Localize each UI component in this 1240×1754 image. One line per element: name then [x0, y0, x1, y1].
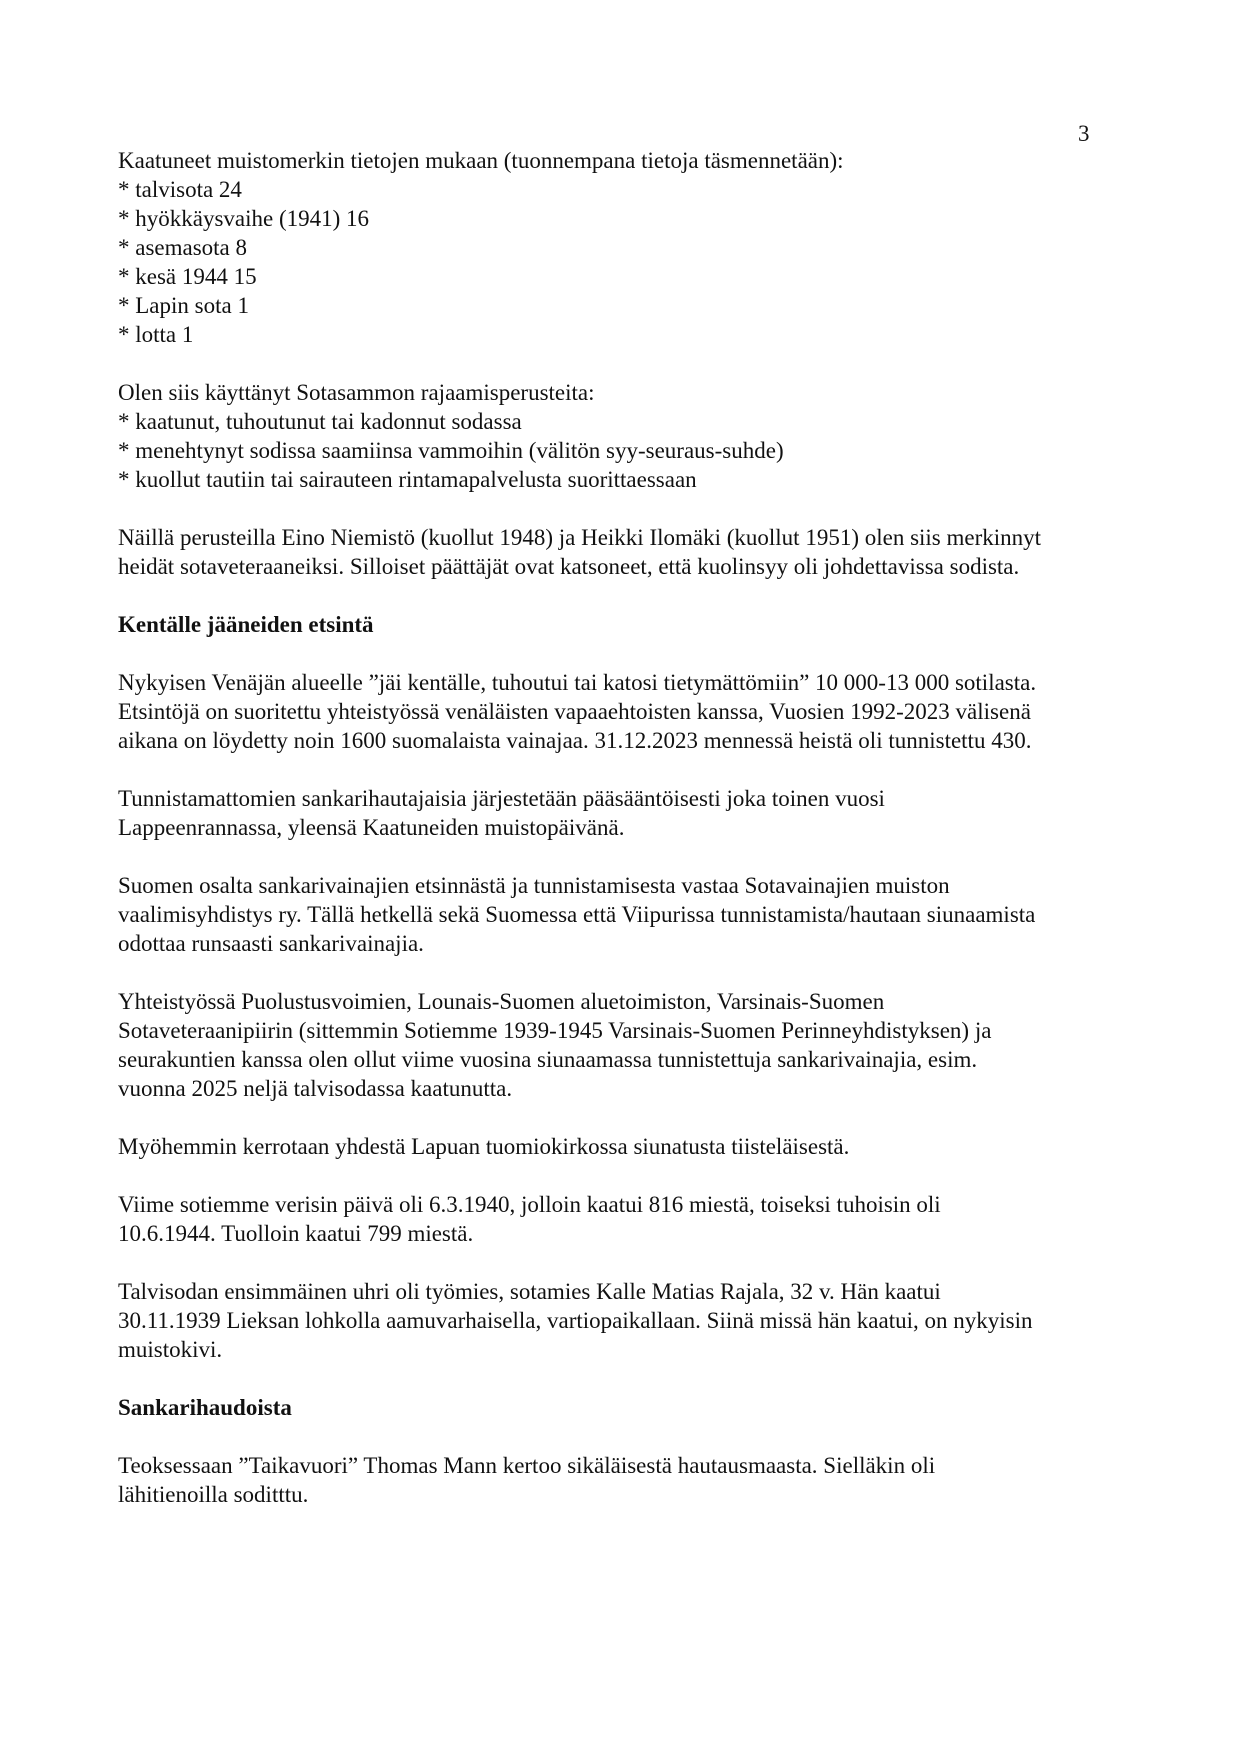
paragraph-line: 10.6.1944. Tuolloin kaatui 799 miestä.: [118, 1221, 474, 1246]
fallen-item: * kesä 1944 15: [118, 264, 257, 289]
paragraph-line: Tunnistamattomien sankarihautajaisia järjestetään pääsääntöisesti joka toinen vuosi: [118, 786, 885, 811]
paragraph-line: Yhteistyössä Puolustusvoimien, Lounais-Suomen aluetoimiston, Varsinais-Suomen: [118, 989, 885, 1014]
criteria-intro: Olen siis käyttänyt Sotasammon rajaamisperusteita:: [118, 380, 595, 405]
fallen-intro: Kaatuneet muistomerkin tietojen mukaan (tuonnempana tietoja täsmennetään):: [118, 148, 844, 173]
paragraph-line: seurakuntien kanssa olen ollut viime vuosina siunaamassa tunnistettuja sankarivainajia, esim.: [118, 1047, 978, 1072]
paragraph-line: vuonna 2025 neljä talvisodassa kaatunutta.: [118, 1076, 513, 1101]
search-paragraph-3: [118, 871, 1138, 958]
paragraph-line: muistokivi.: [118, 1337, 223, 1362]
paragraph-line: Sotaveteraanipiirin (sittemmin Sotiemme 1939-1945 Varsinais-Suomen Perinneyhdistyksen) ja: [118, 1018, 992, 1043]
fallen-list-block: [118, 146, 1138, 349]
search-paragraph-7: [118, 1277, 1138, 1364]
paragraph-line: odottaa runsaasti sankarivainajia.: [118, 931, 424, 956]
criteria-item: * kaatunut, tuhoutunut tai kadonnut sodassa: [118, 409, 522, 434]
paragraph-line: Teoksessaan ”Taikavuori” Thomas Mann kertoo sikäläisestä hautausmaasta. Sielläkin oli: [118, 1453, 936, 1478]
graves-paragraph-1: [118, 1451, 1138, 1509]
paragraph-line: lähitienoilla soditttu.: [118, 1482, 309, 1507]
criteria-item: * menehtynyt sodissa saamiinsa vammoihin (välitön syy-seuraus-suhde): [118, 438, 784, 463]
paragraph-line: Näillä perusteilla Eino Niemistö (kuollut 1948) ja Heikki Ilomäki (kuollut 1951) olen siis merkinnyt: [118, 525, 1042, 550]
paragraph-line: vaalimisyhdistys ry. Tällä hetkellä sekä Suomessa että Viipurissa tunnistamista/hautaan siunaamista: [118, 902, 1036, 927]
fallen-item: * asemasota 8: [118, 235, 248, 260]
fallen-item: * lotta 1: [118, 322, 194, 347]
paragraph-line: 30.11.1939 Lieksan lohkolla aamuvarhaisella, vartiopaikallaan. Siinä missä hän kaatui, on nykyisin: [118, 1308, 1033, 1333]
paragraph-line: Lappeenrannassa, yleensä Kaatuneiden muistopäivänä.: [118, 815, 625, 840]
fallen-item: * hyökkäysvaihe (1941) 16: [118, 206, 370, 231]
search-paragraph-5: [118, 1132, 1138, 1161]
page-number: 3: [1078, 121, 1090, 146]
section-heading-search: Kentälle jääneiden etsintä: [118, 612, 374, 637]
criteria-item: * kuollut tautiin tai sairauteen rintamapalvelusta suorittaessaan: [118, 467, 697, 492]
search-paragraph-2: [118, 784, 1138, 842]
paragraph-line: Myöhemmin kerrotaan yhdestä Lapuan tuomiokirkossa siunatusta tiisteläisestä.: [118, 1134, 850, 1159]
paragraph-line: Etsintöjä on suoritettu yhteistyössä venäläisten vapaaehtoisten kanssa, Vuosien 1992-2023 välisenä: [118, 699, 1031, 724]
search-paragraph-1: [118, 668, 1138, 755]
paragraph-line: Talvisodan ensimmäinen uhri oli työmies, sotamies Kalle Matias Rajala, 32 v. Hän kaatui: [118, 1279, 941, 1304]
paragraph-line: Viime sotiemme verisin päivä oli 6.3.1940, jolloin kaatui 816 miestä, toiseksi tuhoisin oli: [118, 1192, 941, 1217]
fallen-item: * talvisota 24: [118, 177, 242, 202]
criteria-list-block: [118, 378, 1138, 494]
paragraph-line: Suomen osalta sankarivainajien etsinnästä ja tunnistamisesta vastaa Sotavainajien muiston: [118, 873, 950, 898]
search-paragraph-6: [118, 1190, 1138, 1248]
fallen-item: * Lapin sota 1: [118, 293, 249, 318]
section-heading-graves: Sankarihaudoista: [118, 1395, 292, 1420]
paragraph-line: aikana on löydetty noin 1600 suomalaista vainajaa. 31.12.2023 mennessä heistä oli tunnistettu 430.: [118, 728, 1032, 753]
paragraph-line: Nykyisen Venäjän alueelle ”jäi kentälle, tuhoutui tai katosi tietymättömiin” 10 000-13 000 sotilasta.: [118, 670, 1037, 695]
paragraph-line: heidät sotaveteraaneiksi. Silloiset päättäjät ovat katsoneet, että kuolinsyy oli johdettavissa sodista.: [118, 554, 1020, 579]
veterans-paragraph: [118, 523, 1138, 581]
search-paragraph-4: [118, 987, 1138, 1103]
document-body: [118, 146, 1138, 1538]
